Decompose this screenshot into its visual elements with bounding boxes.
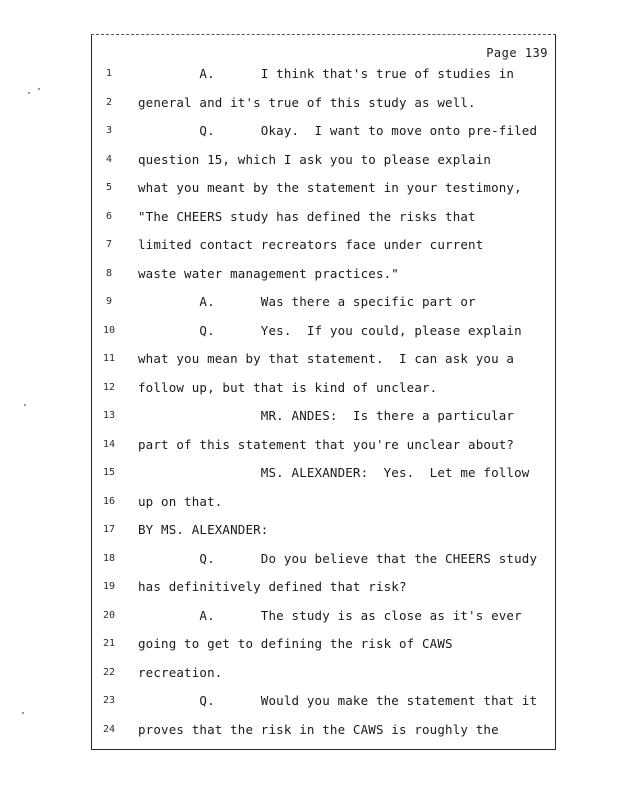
line-number: 1	[105, 68, 113, 79]
line-text: MR. ANDES: Is there a particular	[138, 408, 515, 423]
line-number: 23	[102, 695, 116, 706]
line-text: Q. Do you believe that the CHEERS study	[138, 550, 538, 566]
line-text: Q. Yes. If you could, please explain	[138, 322, 522, 338]
line-number: 15	[102, 467, 116, 478]
transcript-line	[0, 720, 618, 744]
line-text: going to get to defining the risk of CAWS	[138, 636, 453, 651]
transcript-line	[0, 378, 618, 402]
page-number: Page 139	[486, 46, 548, 60]
line-number: 16	[102, 495, 116, 507]
transcript-line	[0, 150, 618, 174]
line-text: has definitively defined that risk?	[138, 579, 407, 594]
scan-speck	[24, 404, 26, 406]
line-number: 3	[105, 125, 113, 136]
scan-speck	[22, 712, 24, 714]
line-number: 22	[102, 666, 116, 678]
line-text: what you mean by that statement. I can ask you a	[138, 351, 515, 366]
line-text: proves that the risk in the CAWS is roughly the	[138, 721, 499, 737]
line-number: 5	[105, 182, 113, 193]
transcript-line	[0, 406, 618, 430]
transcript-line	[0, 492, 618, 516]
line-number: 2	[105, 96, 113, 108]
line-text: part of this statement that you're unclear about?	[138, 436, 515, 452]
line-text: limited contact recreators face under current	[138, 237, 484, 252]
transcript-line	[0, 64, 618, 88]
line-number: 17	[102, 524, 116, 535]
line-text: "The CHEERS study has defined the risks that	[138, 208, 476, 224]
scan-speck	[38, 88, 40, 90]
transcript-line	[0, 634, 618, 658]
line-number: 6	[105, 210, 113, 222]
line-text: A. The study is as close as it's ever	[138, 607, 522, 623]
transcript-line	[0, 292, 618, 316]
transcript-line	[0, 577, 618, 601]
line-text: Q. Okay. I want to move onto pre-filed	[138, 123, 538, 138]
transcript-line	[0, 178, 618, 202]
line-number: 20	[102, 609, 116, 621]
line-text: general and it's true of this study as well.	[138, 94, 476, 110]
line-number: 12	[102, 381, 116, 393]
transcript-line	[0, 93, 618, 117]
transcript-line	[0, 435, 618, 459]
line-number: 9	[105, 296, 113, 307]
line-number: 19	[102, 581, 116, 592]
transcript-line	[0, 463, 618, 487]
line-text: Q. Would you make the statement that it	[138, 693, 538, 708]
transcript-line	[0, 549, 618, 573]
line-number: 4	[105, 153, 113, 165]
transcript-line	[0, 264, 618, 288]
transcript-line	[0, 691, 618, 715]
transcript-line	[0, 235, 618, 259]
line-number: 24	[102, 723, 116, 735]
transcript-line	[0, 663, 618, 687]
line-number: 10	[102, 324, 116, 336]
line-text: A. Was there a specific part or	[138, 294, 476, 309]
line-text: question 15, which I ask you to please explain	[138, 151, 492, 167]
line-number: 8	[105, 267, 113, 279]
line-text: up on that.	[138, 493, 223, 509]
line-number: 21	[102, 638, 116, 649]
transcript-line	[0, 520, 618, 544]
transcript-line	[0, 121, 618, 145]
line-text: recreation.	[138, 664, 223, 680]
line-number: 18	[102, 552, 116, 564]
transcript-line	[0, 321, 618, 345]
line-number: 14	[102, 438, 116, 450]
line-text: what you meant by the statement in your testimony,	[138, 180, 522, 195]
line-text: follow up, but that is kind of unclear.	[138, 379, 438, 395]
transcript-line	[0, 606, 618, 630]
line-text: A. I think that's true of studies in	[138, 66, 515, 81]
line-text: waste water management practices."	[138, 265, 399, 281]
line-text: MS. ALEXANDER: Yes. Let me follow	[138, 465, 530, 480]
transcript-line	[0, 349, 618, 373]
line-number: 7	[105, 239, 113, 250]
line-number: 11	[102, 353, 116, 364]
transcript-line	[0, 207, 618, 231]
line-text: BY MS. ALEXANDER:	[138, 522, 269, 537]
line-number: 13	[102, 410, 116, 421]
scan-speck	[28, 92, 30, 94]
